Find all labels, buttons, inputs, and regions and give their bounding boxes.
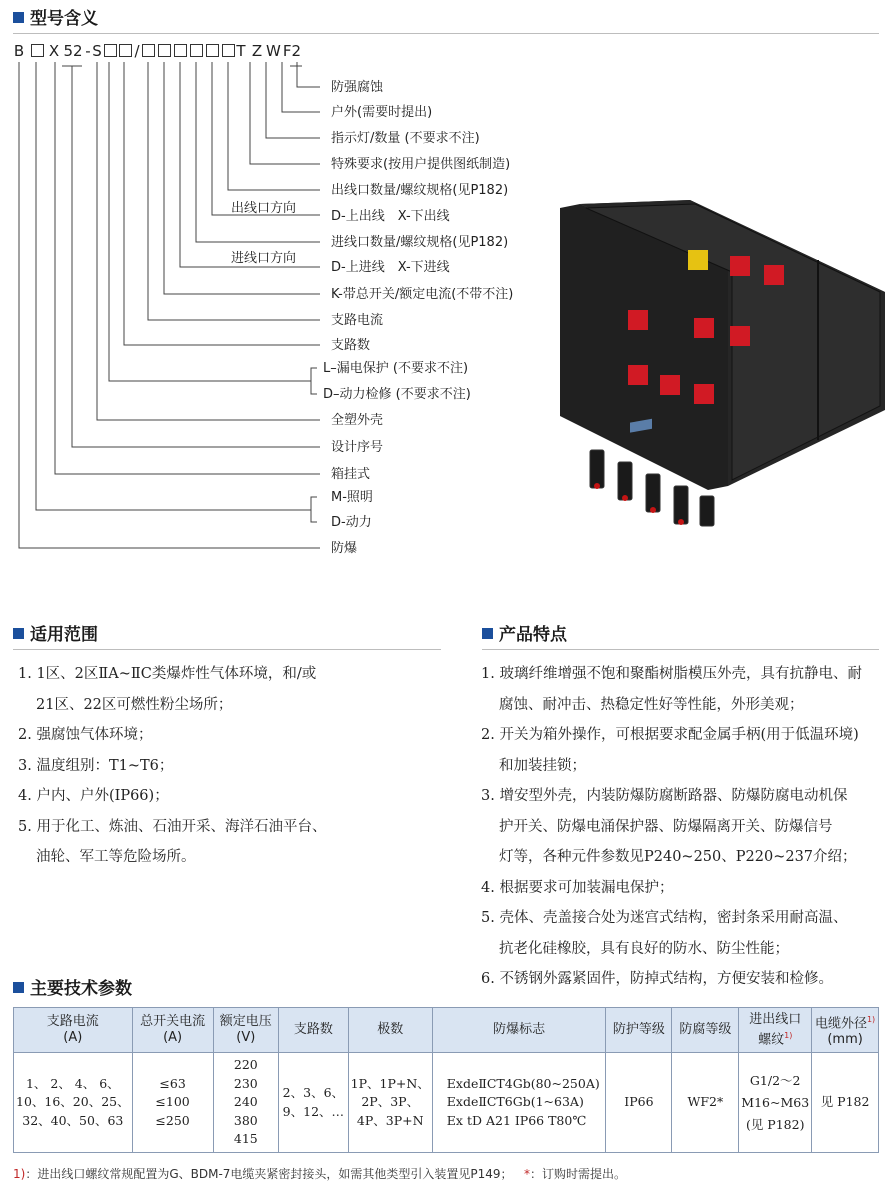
- section-marker-icon: [13, 982, 24, 993]
- cell-ip: IP66: [606, 1053, 672, 1153]
- product-photo: [560, 200, 890, 530]
- section-marker-icon: [13, 628, 24, 639]
- code-char: /: [134, 42, 140, 60]
- section-title-specs: 主要技术参数: [13, 979, 132, 999]
- cell-ex-marking: ExdeⅡCT4Gb(80~250A) ExdeⅡCT6Gb(1~63A) Ex tD A21 IP66 T80℃: [432, 1053, 606, 1153]
- feature-item: 6. 不锈钢外露紧固件，防掉式结构，方便安装和检修。: [481, 971, 833, 987]
- header-corrosion: 防腐等级: [672, 1008, 739, 1053]
- code-char: X: [48, 42, 60, 60]
- scope-item: 5. 用于化工、炼油、石油开采、海洋石油平台、: [18, 818, 327, 835]
- table-footnote: 1)：进出线口螺纹常规配置为G、BDM-7电缆夹紧密封接头，如需其他类型引入装置见P149； *：订购时需提出。: [13, 1167, 627, 1181]
- code-char: 52: [63, 42, 83, 60]
- meaning-label: 设计序号: [331, 440, 384, 455]
- table-row: [14, 1053, 879, 1153]
- feature-item: 4. 根据要求可加装漏电保护；: [481, 879, 674, 896]
- meaning-label: 特殊要求(按用户提供图纸制造): [331, 157, 511, 172]
- cell-branch-current: 1、 2、 4、 6、 10、16、20、25、 32、40、50、63: [14, 1053, 133, 1153]
- scope-list: [18, 659, 448, 873]
- code-char: B: [13, 42, 25, 60]
- header-poles: 极数: [348, 1008, 432, 1053]
- cell-corrosion: WF2*: [672, 1053, 739, 1153]
- scope-item: 1. 1区、2区ⅡA~ⅡC类爆炸性气体环境，和/或: [18, 666, 317, 682]
- scope-item: 4. 户内、户外(IP66)；: [18, 788, 169, 804]
- code-char: -: [85, 42, 91, 60]
- meaning-label: M-照明: [331, 490, 373, 505]
- meaning-label: 全塑外壳: [331, 413, 384, 428]
- cell-thread: G1/2～2 M16~M63 (见 P182): [739, 1053, 812, 1153]
- feature-item: 和加装挂锁；: [499, 757, 586, 774]
- code-char: S: [92, 42, 102, 60]
- meaning-label: 支路数: [331, 338, 371, 353]
- section-divider: [482, 649, 879, 650]
- header-main-current: 总开关电流 (A): [132, 1008, 213, 1053]
- section-title-features: 产品特点: [482, 625, 567, 645]
- meaning-label: 出线口数量/螺纹规格(见P182): [331, 183, 509, 198]
- feature-item: 护开关、防爆电涌保护器、防爆隔离开关、防爆信号: [499, 818, 833, 835]
- scope-item: 2. 强腐蚀气体环境；: [18, 727, 153, 743]
- code-char: T: [236, 42, 246, 60]
- section-title-scope: 适用范围: [13, 625, 98, 645]
- section-marker-icon: [482, 628, 493, 639]
- cell-branches: 2、3、6、 9、12、…: [279, 1053, 349, 1153]
- header-voltage: 额定电压 (V): [213, 1008, 279, 1053]
- cell-main-current: ≤63 ≤100 ≤250: [132, 1053, 213, 1153]
- meaning-label: K-带总开关/额定电流(不带不注): [331, 287, 514, 302]
- code-char: W: [266, 42, 281, 60]
- cell-voltage: 220 230 240 380 415: [213, 1053, 279, 1153]
- features-list: [481, 659, 887, 995]
- meaning-label: D-上出线 X-下出线: [331, 209, 450, 224]
- code-char: F2: [282, 42, 302, 60]
- header-ex-marking: 防爆标志: [432, 1008, 606, 1053]
- scope-item: 油轮、军工等危险场所。: [36, 849, 196, 865]
- spec-table: [13, 1007, 879, 1153]
- feature-item: 1. 玻璃纤维增强不饱和聚酯树脂模压外壳，具有抗静电、耐: [481, 666, 862, 682]
- meaning-label: 防强腐蚀: [331, 80, 384, 95]
- section-divider: [13, 649, 441, 650]
- meaning-label: D–动力检修 (不要求不注): [323, 387, 471, 402]
- header-ip: 防护等级: [606, 1008, 672, 1053]
- scope-item: 3. 温度组别：T1~T6；: [18, 757, 174, 774]
- inlet-direction-label: 进线口方向: [231, 251, 297, 266]
- scope-item: 21区、22区可燃性粉尘场所；: [36, 696, 233, 713]
- table-header-row: [14, 1008, 879, 1053]
- meaning-label: 支路电流: [331, 313, 384, 328]
- meaning-label: 进线口数量/螺纹规格(见P182): [331, 235, 509, 250]
- code-char: Z: [251, 42, 263, 60]
- meaning-label: D-上进线 X-下进线: [331, 260, 450, 275]
- header-thread: 进出线口 螺纹$^{1)}$: [739, 1008, 812, 1053]
- cell-poles: 1P、1P+N、 2P、3P、 4P、3P+N: [348, 1053, 432, 1153]
- meaning-label: 防爆: [331, 541, 358, 556]
- meaning-label: L–漏电保护 (不要求不注): [323, 361, 469, 376]
- feature-item: 5. 壳体、壳盖接合处为迷宫式结构，密封条采用耐高温、: [481, 910, 848, 926]
- header-cable: 电缆外径$^{1)}$ (mm): [812, 1008, 879, 1053]
- feature-item: 抗老化硅橡胶，具有良好的防水、防尘性能；: [499, 940, 789, 957]
- feature-item: 2. 开关为箱外操作，可根据要求配金属手柄(用于低温环境): [481, 727, 859, 743]
- meaning-label: 户外(需要时提出): [331, 105, 433, 120]
- cell-cable: 见 P182: [812, 1053, 879, 1153]
- meaning-label: 指示灯/数量 (不要求不注): [331, 131, 480, 146]
- section-title-model: 型号含义: [13, 9, 98, 29]
- meaning-label: D-动力: [331, 515, 372, 530]
- feature-item: 腐蚀、耐冲击、热稳定性好等性能，外形美观；: [499, 696, 804, 713]
- feature-item: 3. 增安型外壳，内装防爆防腐断路器、防爆防腐电动机保: [481, 788, 848, 804]
- header-branches: 支路数: [279, 1008, 349, 1053]
- feature-item: 灯等，各种元件参数见P240~250、P220~237介绍；: [499, 849, 857, 865]
- header-branch-current: 支路电流 (A): [14, 1008, 133, 1053]
- outlet-direction-label: 出线口方向: [231, 201, 297, 216]
- meaning-label: 箱挂式: [331, 467, 371, 482]
